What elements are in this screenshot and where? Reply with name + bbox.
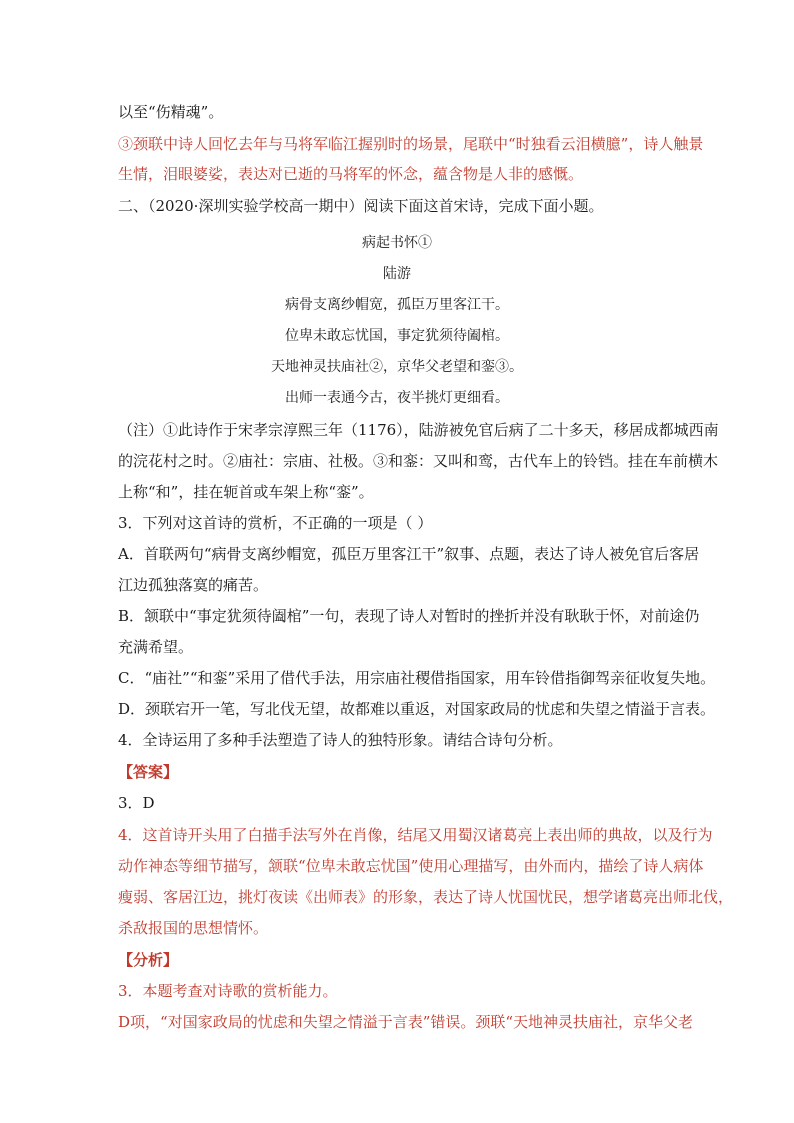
option-b-cont: 充满希望。 [118, 638, 194, 656]
answer-line: 杀敌报国的思想情怀。 [118, 919, 269, 937]
note-line: （注）①此诗作于宋孝宗淳熙三年（1176），陆游被免官后病了二十多天，移居成都城西南 [118, 421, 719, 439]
paragraph-line: ③颈联中诗人回忆去年与马将军临江握别时的场景，尾联中“时独看云泪横臆”，诗人触景 [118, 135, 704, 153]
answer-line: 4．这首诗开头用了白描手法写外在肖像，结尾又用蜀汉诸葛亮上表出师的典故，以及行为 [118, 826, 713, 844]
poem-line: 病骨支离纱帽宽，孤臣万里客江干。 [285, 297, 509, 313]
paragraph-line: 以至“伤精魂”。 [118, 103, 224, 121]
analysis-label: 【分析】 [118, 951, 179, 969]
poem-line: 天地神灵扶庙社②，京华父老望和銮③。 [271, 359, 523, 375]
question-stem: 4．全诗运用了多种手法塑造了诗人的独特形象。请结合诗句分析。 [118, 731, 563, 749]
poem-line: 位卑未敢忘忧国，事定犹须待阖棺。 [285, 328, 509, 344]
paragraph-line: 生情，泪眼婆娑，表达对已逝的马将军的怀念，蕴含物是人非的感慨。 [118, 165, 584, 183]
option-a: A．首联两句“病骨支离纱帽宽，孤臣万里客江干”叙事、点题，表达了诗人被免官后客居 [118, 545, 700, 563]
question-stem: 3．下列对这首诗的赏析，不正确的一项是（ ） [118, 514, 433, 532]
option-a-cont: 江边孤独落寞的痛苦。 [118, 576, 269, 594]
option-b: B．颔联中“事定犹须待阖棺”一句，表现了诗人对暂时的挫折并没有耿耿于怀，对前途仍 [118, 607, 700, 625]
option-c: C．“庙社”“和銮”采用了借代手法，用宗庙社稷借指国家，用车铃借指御驾亲征收复失地。 [118, 669, 716, 687]
poem-author: 陆游 [383, 266, 411, 282]
analysis-line: D项，“对国家政局的忧虑和失望之情溢于言表”错误。颈联“天地神灵扶庙社，京华父老 [118, 1013, 694, 1031]
section-title: 二、（2020·深圳实验学校高一期中）阅读下面这首宋诗，完成下面小题。 [118, 197, 604, 215]
poem-title: 病起书怀① [362, 235, 432, 251]
answer-line: 瘦弱、客居江边，挑灯夜读《出师表》的形象，表达了诗人忧国忧民，想学诸葛亮出师北伐， [118, 888, 734, 906]
answer-label: 【答案】 [118, 763, 179, 781]
answer-line: 3．D [118, 794, 155, 812]
poem-line: 出师一表通今古，夜半挑灯更细看。 [285, 390, 509, 406]
note-line: 的浣花村之时。②庙社：宗庙、社极。③和銮：又叫和鸾，古代车上的铃铛。挂在车前横木 [118, 452, 719, 470]
analysis-line: 3．本题考查对诗歌的赏析能力。 [118, 982, 338, 1000]
note-line: 上称“和”，挂在轭首或车架上称“銮”。 [118, 483, 374, 501]
answer-line: 动作神态等细节描写，颔联“位卑未敢忘忧国”使用心理描写，由外而内，描绘了诗人病体 [118, 857, 704, 875]
option-d: D．颈联宕开一笔，写北伐无望，故都难以重返，对国家政局的忧虑和失望之情溢于言表。 [118, 700, 716, 718]
